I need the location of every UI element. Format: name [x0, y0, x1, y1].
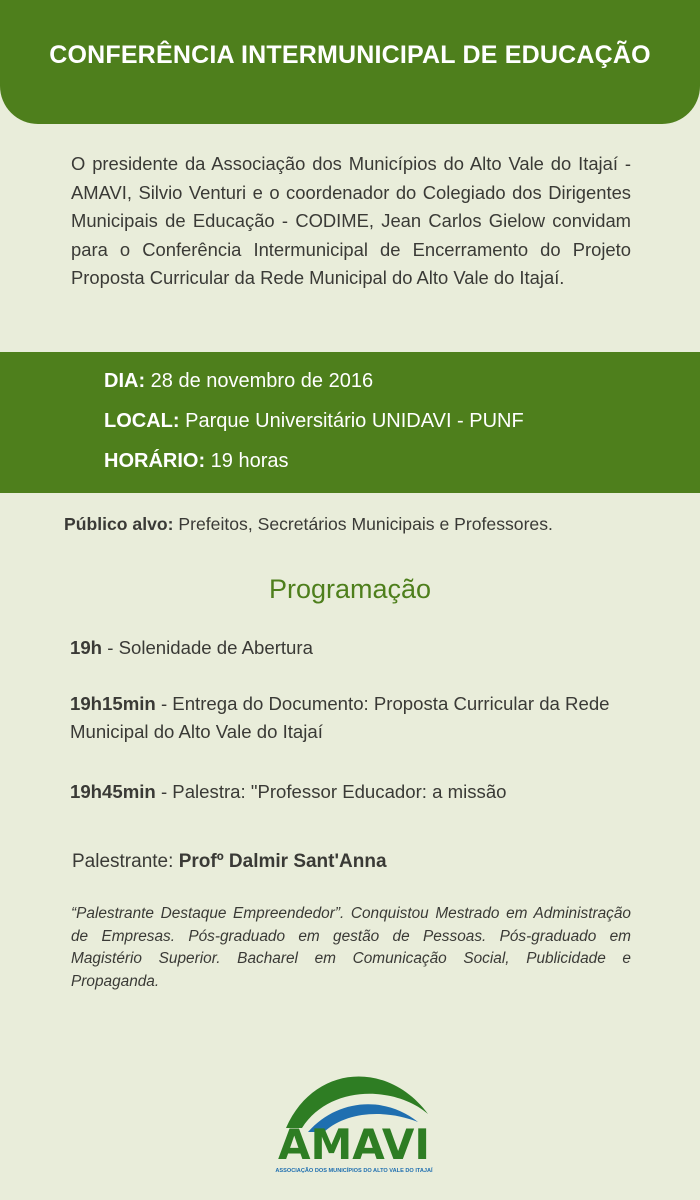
event-date — [104, 370, 373, 393]
amavi-logo-mark — [268, 1070, 440, 1180]
program-item — [70, 634, 645, 662]
event-location-label: LOCAL: — [104, 410, 180, 432]
intro-paragraph: O presidente da Associação dos Municípios do Alto Vale do Itajaí - AMAVI, Silvio Venturi e o coordenador do Colegiado dos Dirigentes Municipais de Educação - CODIME, Jean Carlos Gielow convidam para o Conferência Intermunicipal de Encerramento do Projeto Proposta Curricular da Rede Municipal do Alto Vale do Itajaí. — [71, 153, 631, 289]
program-item — [70, 690, 645, 746]
page-title: CONFERÊNCIA INTERMUNICIPAL DE EDUCAÇÃO — [49, 40, 651, 69]
speaker-bio: “Palestrante Destaque Empreendedor”. Conquistou Mestrado em Administração de Empresas. Pós-graduado em gestão de Pessoas. Pós-graduado em Magistério Superior. Bacharel em Comunicação Social, Publicidade e Propaganda. — [71, 905, 631, 990]
speaker-name: Profº Dalmir Sant'Anna — [178, 851, 387, 872]
program-item-text: - Palestra: "Professor Educador: a missão — [160, 781, 507, 802]
program-heading: Programação — [268, 574, 432, 604]
logo-wordmark: AMAVI — [277, 1120, 431, 1169]
event-time-value: 19 horas — [210, 450, 289, 472]
program-item-time: 19h — [70, 637, 103, 658]
event-time — [104, 450, 289, 473]
event-time-label: HORÁRIO: — [104, 450, 206, 472]
program-item-time: 19h15min — [70, 693, 156, 714]
amavi-logo — [268, 1070, 440, 1180]
logo-tagline: ASSOCIAÇÃO DOS MUNICÍPIOS DO ALTO VALE DO ITAJAÍ — [275, 1168, 433, 1174]
event-location — [104, 410, 524, 433]
program-item — [70, 778, 645, 806]
program-item-text: - Solenidade de Abertura — [107, 637, 313, 658]
header-banner — [0, 0, 700, 124]
event-info-band — [0, 352, 700, 493]
target-audience-value: Prefeitos, Secretários Municipais e Professores. — [178, 514, 553, 534]
event-location-value: Parque Universitário UNIDAVI - PUNF — [185, 410, 524, 432]
speaker-label: Palestrante: — [72, 851, 174, 872]
event-date-value: 28 de novembro de 2016 — [150, 370, 374, 392]
event-date-label: DIA: — [104, 370, 146, 392]
target-audience-label: Público alvo: — [64, 514, 174, 534]
program-item-time: 19h45min — [70, 781, 156, 802]
speaker-line — [72, 851, 387, 873]
program-item-text: - Entrega do Documento: Proposta Curricular da Rede Municipal do Alto Vale do Itajaí — [70, 693, 610, 742]
target-audience — [64, 514, 664, 535]
